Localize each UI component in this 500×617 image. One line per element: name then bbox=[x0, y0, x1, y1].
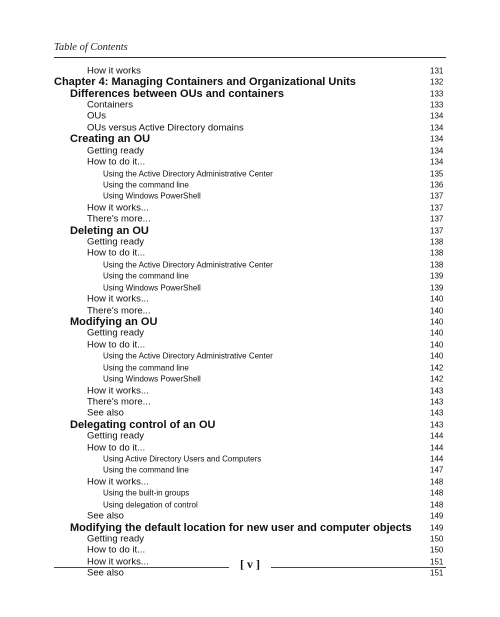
toc-page-number: 131 bbox=[430, 66, 444, 76]
toc-page-number: 140 bbox=[430, 328, 444, 338]
subsection-entry: How it works... bbox=[87, 556, 149, 568]
toc-entry bbox=[0, 248, 500, 259]
subsubsection-entry: Using delegation of control bbox=[103, 500, 198, 510]
toc-page-number: 139 bbox=[430, 283, 444, 293]
toc-page-number: 140 bbox=[430, 340, 444, 350]
toc-entry bbox=[0, 476, 500, 487]
toc-entry bbox=[0, 202, 500, 213]
table-of-contents bbox=[0, 65, 500, 579]
toc-page-number: 150 bbox=[430, 545, 444, 555]
subsubsection-entry: Using the command line bbox=[103, 271, 189, 281]
toc-entry bbox=[0, 396, 500, 407]
toc-page-number: 142 bbox=[430, 374, 444, 384]
toc-entry bbox=[0, 65, 500, 76]
subsubsection-entry: Using the command line bbox=[103, 363, 189, 373]
toc-entry bbox=[0, 271, 500, 282]
chapter-heading: Chapter 4: Managing Containers and Organizational Units bbox=[54, 76, 356, 89]
toc-page-number: 151 bbox=[430, 568, 444, 578]
toc-page-number: 151 bbox=[430, 557, 444, 567]
section-heading: Creating an OU bbox=[70, 133, 151, 146]
toc-entry bbox=[0, 431, 500, 442]
toc-entry bbox=[0, 168, 500, 179]
section-heading: Delegating control of an OU bbox=[70, 418, 216, 431]
running-head: Table of Contents bbox=[54, 42, 128, 53]
subsubsection-entry: Using the built-in groups bbox=[103, 488, 190, 498]
toc-page-number: 140 bbox=[430, 351, 444, 361]
toc-page-number: 143 bbox=[430, 420, 444, 430]
toc-entry bbox=[0, 76, 500, 87]
subsection-entry: See also bbox=[87, 407, 124, 419]
toc-page-number: 140 bbox=[430, 306, 444, 316]
subsection-entry: See also bbox=[87, 567, 124, 579]
toc-entry bbox=[0, 351, 500, 362]
toc-page-number: 148 bbox=[430, 477, 444, 487]
subsection-entry: How to do it... bbox=[87, 442, 146, 454]
toc-page-number: 149 bbox=[430, 511, 444, 521]
subsection-entry: How to do it... bbox=[87, 544, 146, 556]
section-heading: Modifying the default location for new user and computer objects bbox=[70, 521, 412, 534]
toc-entry bbox=[0, 442, 500, 453]
subsection-entry: Getting ready bbox=[87, 533, 145, 545]
toc-page-number: 143 bbox=[430, 397, 444, 407]
toc-entry bbox=[0, 522, 500, 533]
toc-entry bbox=[0, 533, 500, 544]
toc-page-number: 132 bbox=[430, 77, 444, 87]
toc-page-number: 137 bbox=[430, 214, 444, 224]
toc-page-number: 138 bbox=[430, 237, 444, 247]
toc-entry bbox=[0, 408, 500, 419]
toc-entry bbox=[0, 453, 500, 464]
toc-entry bbox=[0, 545, 500, 556]
toc-page-number: 134 bbox=[430, 111, 444, 121]
toc-page-number: 148 bbox=[430, 488, 444, 498]
page-number: [ v ] bbox=[240, 557, 260, 571]
toc-entry bbox=[0, 156, 500, 167]
toc-entry bbox=[0, 316, 500, 327]
section-heading: Differences between OUs and containers bbox=[70, 87, 284, 100]
toc-entry bbox=[0, 328, 500, 339]
subsubsection-entry: Using the Active Directory Administrative Center bbox=[103, 351, 273, 361]
page-footer bbox=[54, 557, 446, 579]
toc-entry bbox=[0, 99, 500, 110]
toc-page-number: 143 bbox=[430, 408, 444, 418]
toc-entry bbox=[0, 510, 500, 521]
subsection-entry: How to do it... bbox=[87, 156, 146, 168]
subsection-entry: There's more... bbox=[87, 305, 151, 317]
subsection-entry: Containers bbox=[87, 99, 133, 111]
toc-entry bbox=[0, 213, 500, 224]
subsection-entry: Getting ready bbox=[87, 145, 145, 157]
toc-page-number: 144 bbox=[430, 454, 444, 464]
subsubsection-entry: Using Windows PowerShell bbox=[103, 283, 201, 293]
toc-page-number: 138 bbox=[430, 260, 444, 270]
subsection-entry: How it works bbox=[87, 65, 141, 77]
toc-entry bbox=[0, 373, 500, 384]
toc-page-number: 140 bbox=[430, 317, 444, 327]
subsection-entry: How to do it... bbox=[87, 247, 146, 259]
subsection-entry: How it works... bbox=[87, 293, 149, 305]
toc-page-number: 138 bbox=[430, 248, 444, 258]
toc-page-number: 150 bbox=[430, 534, 444, 544]
section-heading: Modifying an OU bbox=[70, 315, 158, 328]
toc-entry bbox=[0, 122, 500, 133]
toc-page-number: 147 bbox=[430, 465, 444, 475]
toc-entry bbox=[0, 305, 500, 316]
toc-page-number: 137 bbox=[430, 191, 444, 201]
subsubsection-entry: Using the Active Directory Administrative Center bbox=[103, 169, 273, 178]
subsection-entry: How to do it... bbox=[87, 339, 146, 351]
subsection-entry: There's more... bbox=[87, 213, 151, 225]
toc-entry bbox=[0, 191, 500, 202]
toc-entry bbox=[0, 293, 500, 304]
toc-entry bbox=[0, 465, 500, 476]
subsection-entry: There's more... bbox=[87, 396, 151, 408]
toc-entry bbox=[0, 499, 500, 510]
toc-entry bbox=[0, 282, 500, 293]
toc-entry bbox=[0, 134, 500, 145]
toc-page-number: 137 bbox=[430, 203, 444, 213]
toc-entry bbox=[0, 339, 500, 350]
toc-page-number: 133 bbox=[430, 100, 444, 110]
toc-page-number: 136 bbox=[430, 180, 444, 190]
footer-rule-right bbox=[271, 567, 446, 568]
toc-page-number: 140 bbox=[430, 294, 444, 304]
subsection-entry: OUs bbox=[87, 110, 106, 122]
subsection-entry: Getting ready bbox=[87, 327, 145, 339]
subsubsection-entry: Using the Active Directory Administrative Center bbox=[103, 260, 273, 270]
toc-page-number: 139 bbox=[430, 271, 444, 281]
subsubsection-entry: Using the command line bbox=[103, 180, 189, 190]
toc-page-number: 148 bbox=[430, 500, 444, 510]
toc-page-number: 142 bbox=[430, 363, 444, 373]
subsubsection-entry: Using Windows PowerShell bbox=[103, 191, 201, 201]
subsubsection-entry: Using the command line bbox=[103, 465, 189, 475]
toc-entry bbox=[0, 259, 500, 270]
toc-page-number: 134 bbox=[430, 123, 444, 133]
header-rule bbox=[54, 57, 446, 58]
subsubsection-entry: Using Windows PowerShell bbox=[103, 374, 201, 384]
subsection-entry: How it works... bbox=[87, 385, 149, 397]
toc-page-number: 137 bbox=[430, 226, 444, 236]
section-heading: Deleting an OU bbox=[70, 224, 149, 237]
subsection-entry: Getting ready bbox=[87, 236, 145, 248]
subsection-entry: OUs versus Active Directory domains bbox=[87, 122, 244, 134]
toc-page-number: 133 bbox=[430, 89, 444, 99]
toc-entry bbox=[0, 385, 500, 396]
toc-entry bbox=[0, 419, 500, 430]
toc-page-number: 144 bbox=[430, 443, 444, 453]
toc-entry bbox=[0, 179, 500, 190]
subsubsection-entry: Using Active Directory Users and Computers bbox=[103, 454, 262, 464]
subsection-entry: Getting ready bbox=[87, 430, 145, 442]
toc-entry bbox=[0, 145, 500, 156]
toc-page-number: 143 bbox=[430, 386, 444, 396]
toc-page-number: 134 bbox=[430, 157, 444, 167]
toc-entry bbox=[0, 488, 500, 499]
toc-entry bbox=[0, 236, 500, 247]
toc-entry bbox=[0, 88, 500, 99]
toc-page-number: 134 bbox=[430, 146, 444, 156]
toc-page-number: 134 bbox=[430, 134, 444, 144]
toc-entry bbox=[0, 362, 500, 373]
toc-entry bbox=[0, 111, 500, 122]
toc-page-number: 149 bbox=[430, 523, 444, 533]
toc-page-number: 135 bbox=[430, 169, 444, 178]
subsection-entry: How it works... bbox=[87, 476, 149, 488]
toc-page-number: 144 bbox=[430, 431, 444, 441]
subsection-entry: How it works... bbox=[87, 202, 149, 214]
toc-entry bbox=[0, 225, 500, 236]
subsection-entry: See also bbox=[87, 510, 124, 522]
